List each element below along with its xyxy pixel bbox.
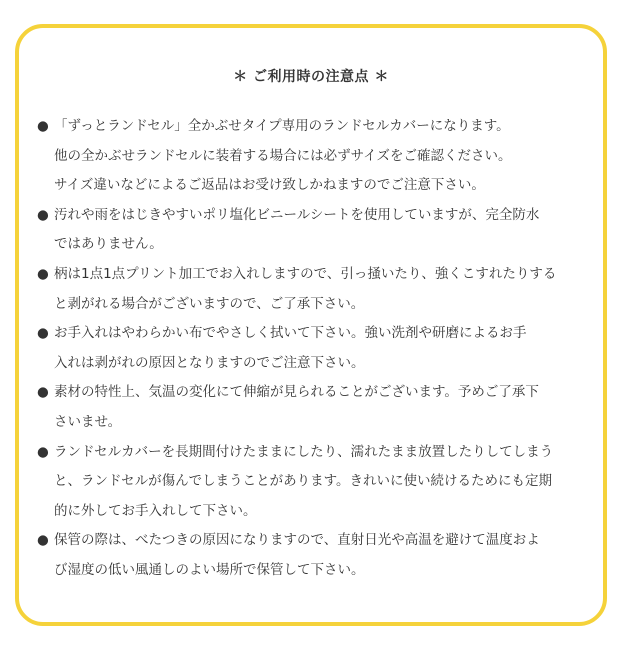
notice-item-material [37, 378, 593, 437]
bullet-icon: ● [37, 118, 49, 134]
notice-item-text: 柄は1点1点プリント加工でお入れしますので、引っ掻いたり、強くこすれたりする と剥がれる場合がございますので、ご了承下さい。 [54, 265, 557, 312]
notice-item-care [37, 319, 593, 378]
notice-item-long-term [37, 438, 593, 527]
notice-list [37, 112, 593, 586]
bullet-icon: ● [37, 265, 49, 282]
notice-item-storage [37, 526, 593, 585]
notice-title: ＊ ご利用時の注意点 ＊ [233, 69, 389, 85]
bullet-icon: ● [37, 384, 49, 401]
notice-item-text: 保管の際は、べたつきの原因になりますので、直射日光や高温を避けて温度およ び湿度の低い風通しのよい場所で保管して下さい。 [54, 532, 540, 578]
notice-item-text: ランドセルカバーを長期間付けたままにしたり、濡れたまま放置したりしてしまう と、ランドセルが傷んでしまうことがあります。きれいに使い続けるためにも定期 的に外してお手入れして下さい。 [54, 443, 554, 519]
notice-box [15, 24, 607, 626]
notice-item-text: 「ずっとランドセル」全かぶせタイプ専用のランドセルカバーになります。 他の全かぶせランドセルに装着する場合には必ずサイズをご確認ください。 サイズ違いなどによるご返品はお受け致しかねますのでご注意下さい。 [54, 118, 512, 194]
notice-item-fit [37, 112, 593, 201]
notice-item-text: 素材の特性上、気温の変化にて伸縮が見られることがございます。予めご了承下 さいませ。 [54, 384, 539, 430]
bullet-icon: ● [37, 325, 49, 342]
notice-item-print [37, 260, 593, 319]
notice-item-waterproof [37, 201, 593, 260]
bullet-icon: ● [37, 532, 49, 549]
notice-item-text: 汚れや雨をはじきやすいポリ塩化ビニールシートを使用していますが、完全防水 ではありません。 [54, 206, 540, 253]
notice-item-text: お手入れはやわらかい布でやさしく拭いて下さい。強い洗剤や研磨によるお手 入れは剥がれの原因となりますのでご注意下さい。 [54, 325, 527, 371]
bullet-icon: ● [37, 443, 49, 460]
bullet-icon: ● [37, 206, 49, 223]
